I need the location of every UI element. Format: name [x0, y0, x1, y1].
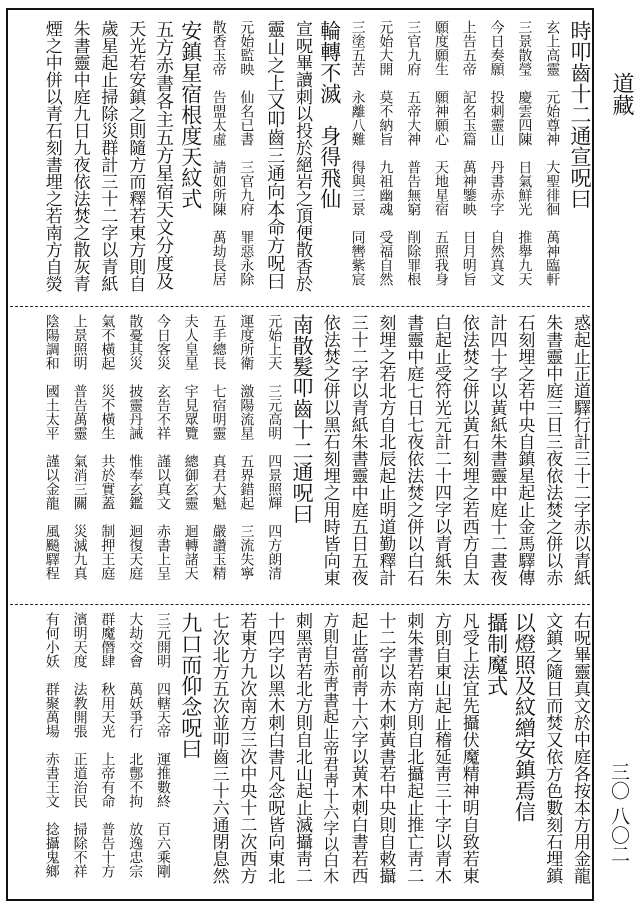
text-column: 石刻埋之若中央自鎮星起止金馬驛傳 — [514, 314, 535, 586]
section-bottom — [8, 612, 592, 896]
text-column: 三塗五苦 永離八難 得與三景 同轡紫宸 — [349, 20, 366, 286]
text-column: 氣不橫起 災不橫生 共於實蓋 制押王庭 — [99, 314, 116, 580]
canon-label: 道藏 — [609, 72, 634, 116]
section-divider — [10, 604, 590, 605]
text-column: 歲星起止掃除災群計三十二字以青紙 — [97, 20, 118, 292]
text-column: 散憂其災 披靈丹誡 惟奉玄鑑 迴復天庭 — [127, 314, 144, 580]
text-column: 運度所衛 激陽流星 五界錯起 三流失寧 — [238, 314, 255, 580]
text-column: 大劫交會 萬妖爭行 北鄷不拘 放逸忠宗 — [127, 612, 144, 878]
text-column: 南散髮叩齒十二通呪曰 — [289, 314, 314, 524]
text-column: 凡受上法宜先攝伏魔精神明自致若東 — [458, 612, 479, 884]
text-column: 三十二字以青紙朱書靈中庭五日五夜 — [347, 314, 368, 586]
text-column: 九口而仰念呪曰 — [178, 612, 203, 759]
text-column: 時叩齒十二通宣呪曰 — [567, 20, 592, 209]
text-column: 煙之中併以青石刻書埋之若南方自熒 — [41, 20, 62, 292]
text-column: 三官九府 五帝大神 普告無窮 削除罪根 — [405, 20, 422, 286]
text-column: 元始監映 仙名已書 三官九府 罪惡永除 — [238, 20, 255, 286]
text-column: 五手總長 七宿明靈 真君大魁 嚴讚玉精 — [210, 314, 227, 580]
section-divider — [10, 306, 590, 307]
text-column: 玄上高靈 元始尊神 大聖徘徊 萬神臨軒 — [544, 20, 561, 286]
text-column: 今日客災 玄告不祥 謹以真文 赤書上呈 — [154, 314, 171, 580]
text-column: 三元開明 四轄天帝 運推數終 百六乘剛 — [154, 612, 171, 878]
text-column: 刺黑靑若北方則自北山起止滅攝靑二 — [291, 612, 312, 884]
text-column: 刻埋之若北方自北辰起止明道勤釋計 — [375, 314, 396, 586]
text-column: 朱書靈中庭九日九夜依法焚之散灰青 — [69, 20, 90, 292]
text-column: 白起止受符光元計二十四字以青紙朱 — [430, 314, 451, 586]
text-column: 濱明天度 法教開張 正道治民 掃除不祥 — [71, 612, 88, 878]
text-column: 夫人皇星 宇見眾覽 總御玄靈 迴轉諸天 — [182, 314, 199, 580]
text-column: 朱書靈中庭三日三夜依法焚之併以赤 — [542, 314, 563, 586]
text-column: 右呪畢靈真文於中庭各按本方用金龍 — [569, 612, 590, 884]
text-column: 輪轉不滅 身得飛仙 — [317, 20, 342, 209]
text-column: 若東方九次南方三次中央十二次西方 — [236, 612, 257, 884]
text-column: 今日奏願 投刺靈山 丹書赤字 自然真文 — [488, 20, 505, 286]
text-column: 十四字以黑木刺白書凡念呪皆向東北 — [264, 612, 285, 884]
text-column: 惑起止正道驛行計三十二字赤以青紙 — [569, 314, 590, 586]
text-column: 散香玉帝 告盟太虛 請如所陳 萬劫長居 — [210, 20, 227, 286]
text-column: 七次北方五次並叩齒三十六通閉息然 — [208, 612, 229, 884]
text-column: 元始上天 三元高明 四景照輝 四方朗清 — [266, 314, 283, 580]
page-number: 三〇 八〇二 — [608, 762, 630, 864]
text-column: 計四十字以黃紙朱書靈中庭十二晝夜 — [486, 314, 507, 586]
text-column: 元始大開 莫不納旨 九祖幽魂 受福自然 — [377, 20, 394, 286]
text-column: 依法焚之併以黑石刻埋之用時皆向東 — [319, 314, 340, 586]
text-column: 書靈中庭七日七夜依法焚之併以白石 — [403, 314, 424, 586]
text-column: 十二字以赤木刺黃書若中央則自敕攝 — [375, 612, 396, 884]
text-column: 宣呪畢讀刺以投於絕岩之頂便散香於 — [291, 20, 312, 292]
text-column: 五方赤書各主五方星宿天文分度及 — [152, 20, 174, 290]
text-column: 上告五帝 記名玉篇 萬神鑒映 日月明旨 — [460, 20, 477, 286]
text-column: 攝制魔式 — [484, 612, 509, 696]
text-column: 群魔僭肆 秋用天光 上帝有命 普告十方 — [99, 612, 116, 878]
text-column: 刺朱書若南方則自北攝起止推亡靑二 — [403, 612, 424, 884]
text-column: 靈山之上又叩齒三通向本命方呪曰 — [264, 20, 286, 290]
text-column: 三景散瑩 慶雲四陳 日氣鮮光 推舉九天 — [516, 20, 533, 286]
text-column: 上景照明 普告萬靈 氣消三關 災滅九真 — [71, 314, 88, 580]
text-column: 方則自赤靑書起止帝君靑十六字以白木 — [320, 612, 340, 884]
text-column: 起止當前靑十六字以黃木刺白書若西 — [347, 612, 368, 884]
text-column: 安鎮星宿根度天紋式 — [178, 20, 203, 209]
text-column: 以燈照及紋繒安鎮焉信 — [512, 612, 537, 822]
text-column: 方則自東山起止稽延靑三十字以青木 — [430, 612, 451, 884]
text-column: 願度願生 願神願心 天地星宿 五照我身 — [432, 20, 449, 286]
section-middle — [8, 314, 592, 598]
text-column: 陰陽調和 國土太平 謹以金龍 風飈驛程 — [43, 314, 60, 580]
section-top — [8, 20, 592, 300]
text-column: 文鎮之隨日而焚又依方色數刻石埋鎮 — [542, 612, 563, 884]
text-column: 有何小妖 群聚萬場 赤書王文 捻攝鬼鄉 — [43, 612, 60, 878]
text-column: 天光若安鎮之則隨方而釋若東方則自 — [125, 20, 146, 292]
text-column: 依法焚之併以黃石刻埋之若西方自太 — [458, 314, 479, 586]
